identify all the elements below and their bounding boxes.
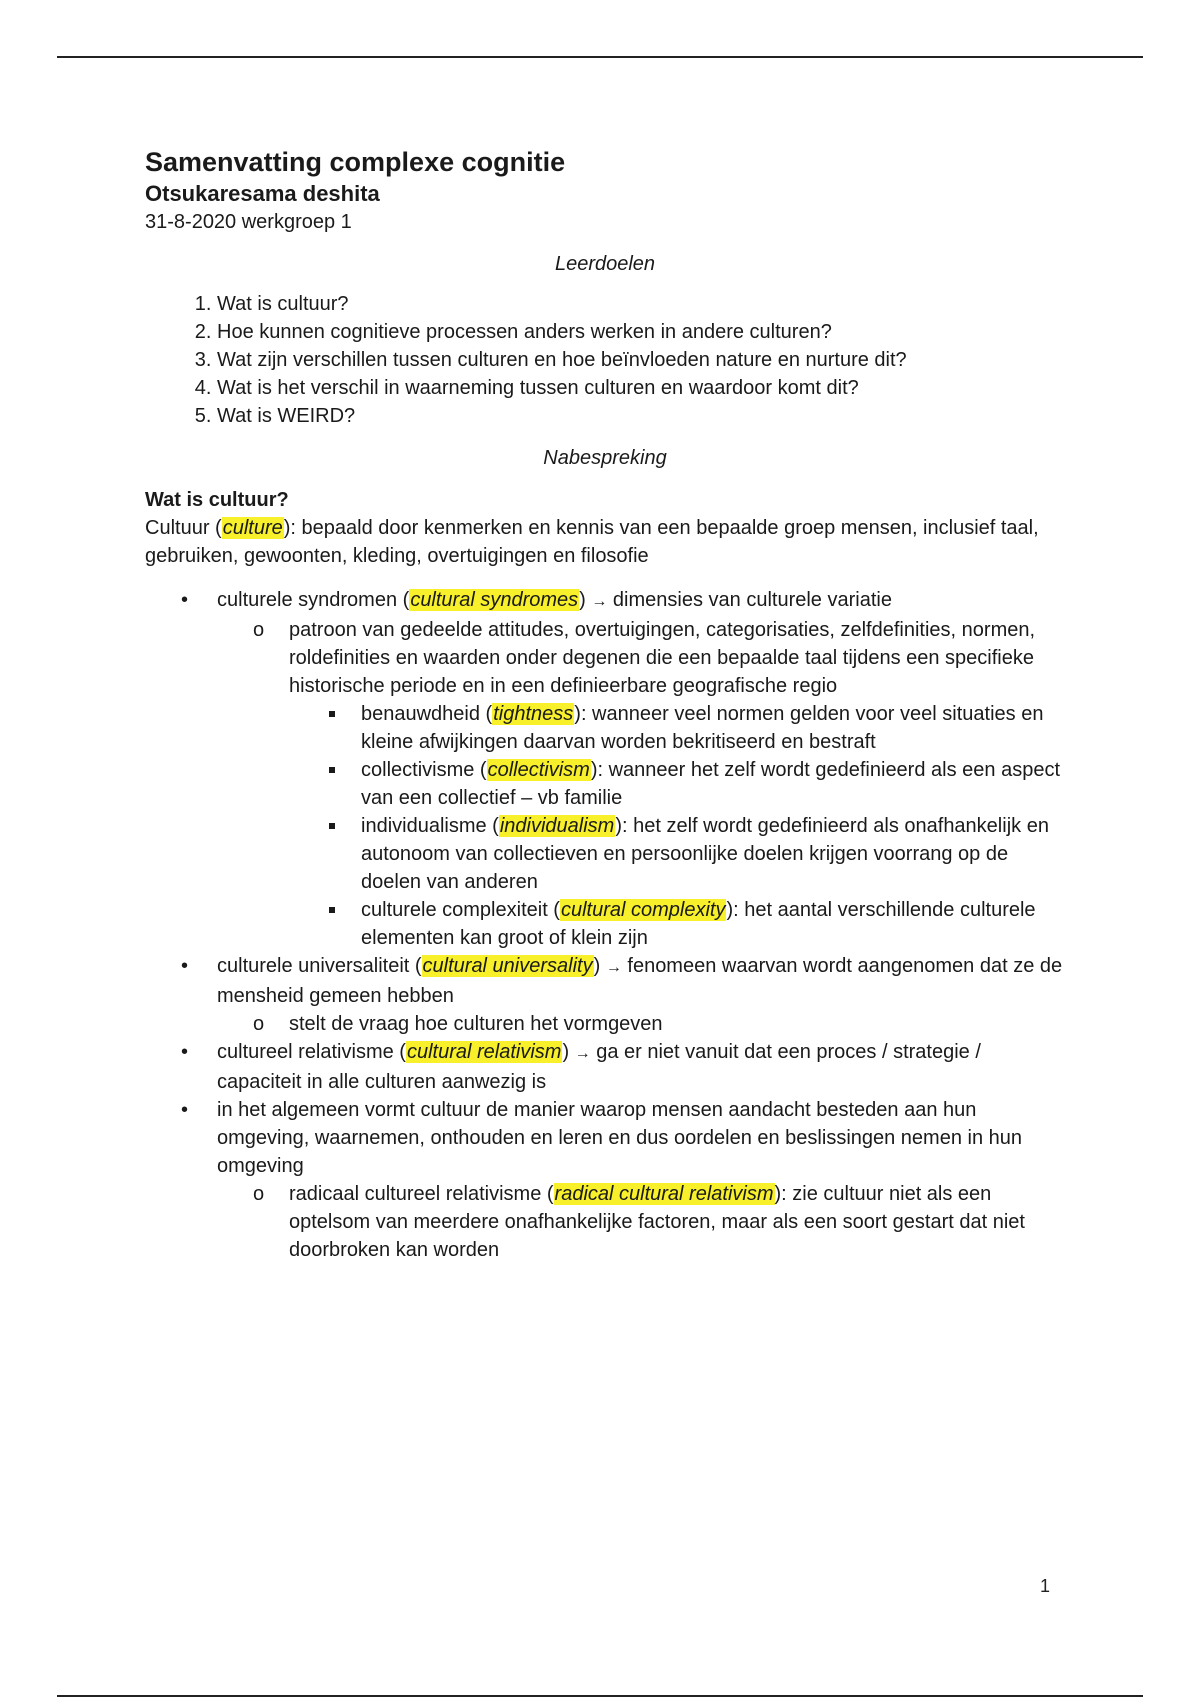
highlighted-term: radical cultural relativism xyxy=(554,1183,774,1205)
page-number: 1 xyxy=(1040,1576,1051,1596)
section-heading-leerdoelen: Leerdoelen xyxy=(554,253,656,275)
subsub-text: ): het aantal verschillende culturele elementen kan groot of klein zijn xyxy=(361,899,1036,949)
bullet-list xyxy=(145,586,1065,1264)
learning-goal-item: 5. Wat is WEIRD? xyxy=(217,402,1065,430)
definition-text: Cultuur ( xyxy=(145,517,222,539)
document-title: Samenvatting complexe cognitie xyxy=(145,147,566,177)
definition-text: ): bepaald door kenmerken en kennis van een bepaalde groep mensen, inclusief taal, gebruiken, gewoonten, kleding, overtuigingen en filosofie xyxy=(145,517,1039,567)
arrow-icon: → xyxy=(574,1045,591,1062)
learning-goal-item: 4. Wat is het verschil in waarneming tussen culturen en waardoor komt dit? xyxy=(217,374,1065,402)
sub-item: o stelt de vraag hoe culturen het vormgeven xyxy=(217,1010,1065,1038)
subsub-text: benauwdheid ( xyxy=(361,703,493,725)
subsub-item-tightness xyxy=(289,700,1065,756)
highlighted-term: collectivism xyxy=(487,759,590,781)
bullet-text: culturele universaliteit ( xyxy=(217,955,422,977)
bullet-item-general xyxy=(145,1096,1065,1264)
subsub-text: collectivisme ( xyxy=(361,759,487,781)
bullet-text: ) xyxy=(562,1041,575,1063)
learning-goals-list xyxy=(145,290,1065,430)
bullet-text: fenomeen waarvan wordt aangenomen dat ze de mensheid gemeen hebben xyxy=(217,955,1063,1007)
learning-goal-item: 1. Wat is cultuur? xyxy=(217,290,1065,318)
sub-item-text: ): zie cultuur niet als een optelsom van meerdere onafhankelijke factoren, maar als een soort gestart dat niet doorbroken kan worden xyxy=(289,1183,1025,1261)
sub-list xyxy=(217,616,1065,952)
arrow-icon: → xyxy=(605,959,622,976)
bullet-item-cultural-syndromes xyxy=(145,586,1065,952)
subsub-text: ): wanneer het zelf wordt gedefinieerd als een aspect van een collectief – vb familie xyxy=(361,759,1060,809)
subsub-list xyxy=(289,700,1065,952)
highlighted-term: cultural complexity xyxy=(560,899,726,921)
bullet-text: ) xyxy=(579,589,592,611)
bullet-text: dimensies van culturele variatie xyxy=(607,589,892,611)
document-dateline: 31-8-2020 werkgroep 1 xyxy=(145,211,352,233)
highlighted-term: culture xyxy=(222,517,283,539)
subsub-item-collectivism xyxy=(289,756,1065,812)
subsub-text: culturele complexiteit ( xyxy=(361,899,560,921)
bullet-text: culturele syndromen ( xyxy=(217,589,410,611)
highlighted-term: cultural relativism xyxy=(406,1041,562,1063)
bullet-text: ga er niet vanuit dat een proces / strategie / capaciteit in alle culturen aanwezig is xyxy=(217,1041,981,1093)
sub-item-text: patroon van gedeelde attitudes, overtuigingen, categorisaties, zelfdefinities, normen, roldefinities en waarden onder degenen die een bepaalde taal tijdens een specifieke historische periode en in een definieerbare geografische regio xyxy=(289,619,1036,697)
sub-item xyxy=(217,616,1065,952)
sub-list xyxy=(217,1010,1065,1038)
bullet-text: ) xyxy=(593,955,606,977)
bullet-item-cultural-universality xyxy=(145,952,1065,1038)
bullet-text: in het algemeen vormt cultuur de manier waarop mensen aandacht besteden aan hun omgeving, waarnemen, onthouden en leren en dus oordelen en beslissingen nemen in hun omgeving xyxy=(217,1099,1023,1177)
arrow-icon: → xyxy=(591,593,608,610)
highlighted-term: cultural universality xyxy=(422,955,593,977)
document-page xyxy=(145,144,1065,1264)
subsub-item-individualism xyxy=(289,812,1065,896)
section-heading-nabespreking: Nabespreking xyxy=(543,447,667,469)
subsub-text: ): wanneer veel normen gelden voor veel situaties en kleine afwijkingen daarvan worden bekritiseerd en bestraft xyxy=(361,703,1044,753)
bullet-item-cultural-relativism xyxy=(145,1038,1065,1096)
subsub-text: ): het zelf wordt gedefinieerd als onafhankelijk en autonoom van collectieven en persoonlijke doelen krijgen voorrang op de doelen van anderen xyxy=(361,815,1049,893)
learning-goal-item: 3. Wat zijn verschillen tussen culturen en hoe beïnvloeden nature en nurture dit? xyxy=(217,346,1065,374)
bullet-text: cultureel relativisme ( xyxy=(217,1041,406,1063)
sub-item-radical-relativism xyxy=(217,1180,1065,1264)
document-author: Otsukaresama deshita xyxy=(145,181,380,206)
sub-item-text: radicaal cultureel relativisme ( xyxy=(289,1183,554,1205)
highlighted-term: cultural syndromes xyxy=(410,589,579,611)
highlighted-term: tightness xyxy=(493,703,574,725)
definition-paragraph xyxy=(145,514,1065,570)
subsub-text: individualisme ( xyxy=(361,815,499,837)
subsub-item-cultural-complexity xyxy=(289,896,1065,952)
sub-list xyxy=(217,1180,1065,1264)
highlighted-term: individualism xyxy=(499,815,615,837)
footer-rule xyxy=(57,1695,1143,1697)
learning-goal-item: 2. Hoe kunnen cognitieve processen anders werken in andere culturen? xyxy=(217,318,1065,346)
question-heading: Wat is cultuur? xyxy=(145,489,289,511)
header-rule xyxy=(57,56,1143,58)
